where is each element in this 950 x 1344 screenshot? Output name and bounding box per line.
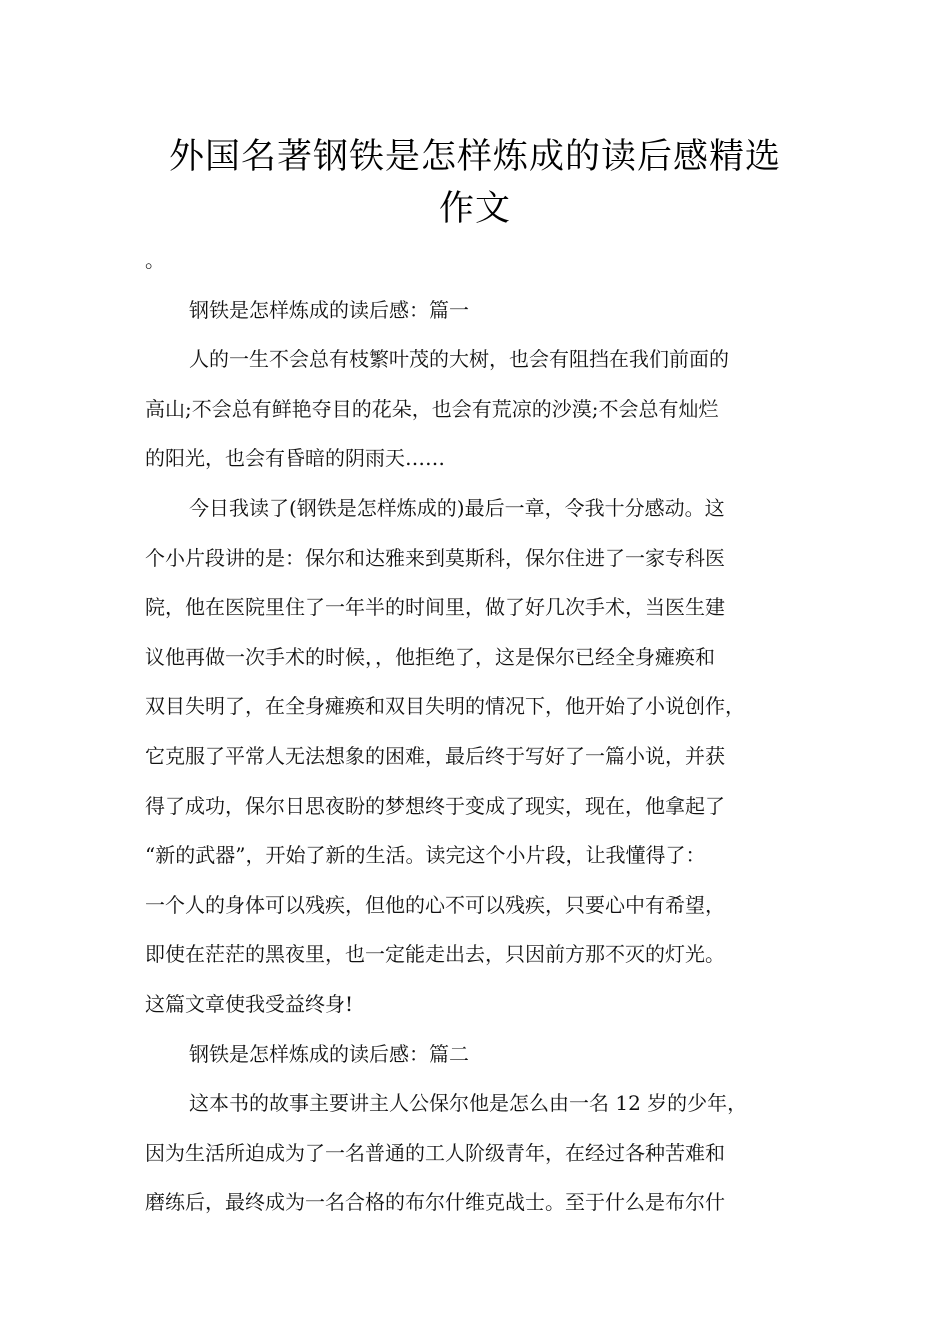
- document-body: [145, 236, 835, 1228]
- text-line: 的阳光，也会有昏暗的阴雨天……: [145, 446, 445, 471]
- text-line: 院，他在医院里住了一年半的时间里，做了好几次手术，当医生建: [145, 595, 725, 620]
- text-line: 今日我读了(钢铁是怎样炼成的)最后一章，令我十分感动。这: [189, 495, 725, 520]
- section-heading: 钢铁是怎样炼成的读后感：篇二: [189, 1041, 469, 1066]
- text-line: 一个人的身体可以残疾，但他的心不可以残疾，只要心中有希望，: [145, 892, 725, 917]
- text-line: 它克服了平常人无法想象的困难，最后终于写好了一篇小说，并获: [145, 743, 725, 768]
- text-line: 高山;不会总有鲜艳夺目的花朵，也会有荒凉的沙漠;不会总有灿烂: [145, 396, 719, 421]
- title-line-1: 外国名著钢铁是怎样炼成的读后感精选: [168, 137, 781, 177]
- text-line: 。: [145, 248, 165, 272]
- text-line: 双目失明了，在全身瘫痪和双目失明的情况下，他开始了小说创作，: [145, 694, 745, 719]
- text-line: 人的一生不会总有枝繁叶茂的大树，也会有阻挡在我们前面的: [189, 347, 729, 372]
- text-line: 因为生活所迫成为了一名普通的工人阶级青年，在经过各种苦难和: [145, 1140, 725, 1165]
- title-line-2: 作文: [438, 189, 511, 229]
- text-line: 这本书的故事主要讲主人公保尔他是怎么由一名 12 岁的少年，: [189, 1091, 748, 1116]
- text-line: 个小片段讲的是：保尔和达雅来到莫斯科，保尔住进了一家专科医: [145, 545, 725, 570]
- text-line: 这篇文章使我受益终身!: [145, 991, 354, 1016]
- text-line: 议他再做一次手术的时候，，他拒绝了，这是保尔已经全身瘫痪和: [145, 644, 715, 669]
- page-title: [100, 131, 850, 235]
- text-line: 即使在茫茫的黑夜里，也一定能走出去，只因前方那不灭的灯光。: [145, 942, 725, 967]
- text-line: “新的武器”，开始了新的生活。读完这个小片段，让我懂得了：: [145, 843, 706, 868]
- text-line: 得了成功，保尔日思夜盼的梦想终于变成了现实，现在，他拿起了: [145, 793, 725, 818]
- text-line: 磨练后，最终成为一名合格的布尔什维克战士。至于什么是布尔什: [145, 1190, 725, 1215]
- section-heading: 钢铁是怎样炼成的读后感：篇一: [189, 297, 469, 322]
